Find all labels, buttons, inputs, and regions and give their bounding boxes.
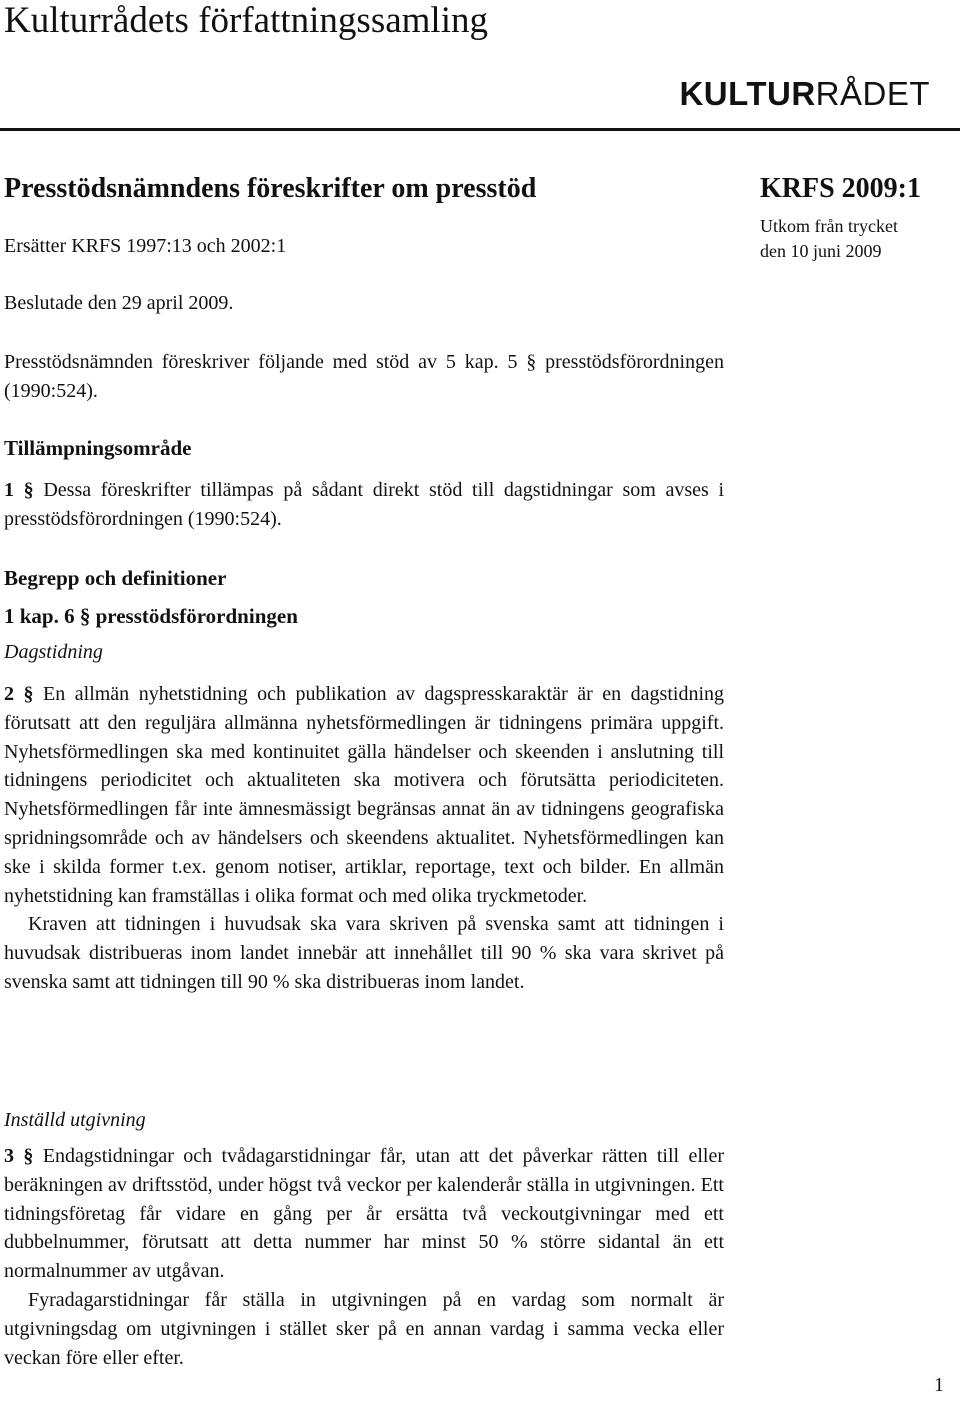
section-3-number: 3 §	[4, 1145, 34, 1167]
section-1-number: 1 §	[4, 479, 34, 501]
heading-chapter-reference: 1 kap. 6 § presstödsförordningen	[4, 604, 298, 628]
subheading-daily-newspaper: Dagstidning	[4, 641, 103, 663]
section-3-paragraph	[4, 1142, 724, 1286]
section-2-number: 2 §	[4, 683, 34, 705]
header-rule	[0, 128, 960, 131]
definitions-section	[4, 564, 724, 666]
section-3-text: Endagstidningar och tvådagarstidningar får, utan att det påverkar rätten till eller beräkningen av driftsstöd, under högst två veckor per kalenderår ställa in utgivningen. Ett tidningsföretag får vidare en gång per år ersätta två veckoutgivningar med ett dubbelnummer, förutsatt att detta nummer har minst 50 % större sidantal än ett normalnummer av utgåvan.	[4, 1145, 725, 1283]
section-1-paragraph	[4, 476, 724, 534]
section-3	[4, 1106, 724, 1372]
decision-date: Beslutade den 29 april 2009.	[4, 292, 234, 314]
section-1-text: Dessa föreskrifter tillämpas på sådant direkt stöd till dagstidningar som avses i presstödsförordningen (1990:524).	[4, 479, 725, 530]
publication-note-line2: den 10 juni 2009	[760, 241, 882, 261]
series-title: Kulturrådets författningssamling	[4, 0, 488, 41]
heading-scope: Tillämpningsområde	[4, 436, 192, 460]
logo-light-part: RÅDET	[815, 75, 930, 112]
section-2-paragraph	[4, 680, 724, 910]
replaces-note: Ersätter KRFS 1997:13 och 2002:1	[4, 235, 287, 257]
decision-block	[4, 289, 724, 318]
preamble-block	[4, 348, 724, 406]
preamble-text: Presstödsnämnden föreskriver följande med stöd av 5 kap. 5 § presstödsförordningen (1990:524).	[4, 351, 724, 402]
page-number: 1	[934, 1374, 944, 1396]
publication-note-line1: Utkom från trycket	[760, 216, 898, 236]
section-2-paragraph-2: Kraven att tidningen i huvudsak ska vara skriven på svenska samt att tidningen i huvudsak distribueras inom landet innebär att innehållet till 90 % ska vara skrivet på svenska samt att tidningen till 90 % ska distribueras inom landet.	[4, 913, 724, 993]
heading-definitions: Begrepp och definitioner	[4, 566, 227, 590]
kulturradet-logo	[679, 76, 930, 112]
section-1	[4, 476, 724, 534]
section-3-paragraph-2: Fyradagarstidningar får ställa in utgivningen på en vardag som normalt är utgivningsdag om utgivningen i stället sker på en annan vardag i samma vecka eller veckan före eller efter.	[4, 1288, 724, 1369]
section-2-text: En allmän nyhetstidning och publikation av dagspresskaraktär är en dagstidning förutsatt att den reguljära allmänna nyhetsförmedlingen är tidningens primära uppgift. Nyhetsförmedlingen ska med kontinuitet gälla händelser och skeenden i anslutning till tidningens periodicitet och aktualiteten ska motivera och förutsätta periodiciteten. Nyhetsförmedlingen får inte ämnesmässigt begränsas annat än av tidningens geografiska spridningsområde och av händelsers och skeendens aktualitet. Nyhetsförmedlingen kan ske i skilda former t.ex. genom notiser, artiklar, reportage, text och bilder. En allmän nyhetstidning kan framställas i olika format och med olika tryckmetoder.	[4, 683, 725, 907]
section-2	[4, 680, 724, 997]
logo-bold-part: KULTUR	[679, 75, 816, 112]
document-title: Presstödsnämndens föreskrifter om presstöd	[4, 173, 537, 204]
document-number: KRFS 2009:1	[760, 173, 921, 204]
subheading-suspended-publication: Inställd utgivning	[4, 1109, 146, 1131]
scope-section	[4, 434, 724, 462]
